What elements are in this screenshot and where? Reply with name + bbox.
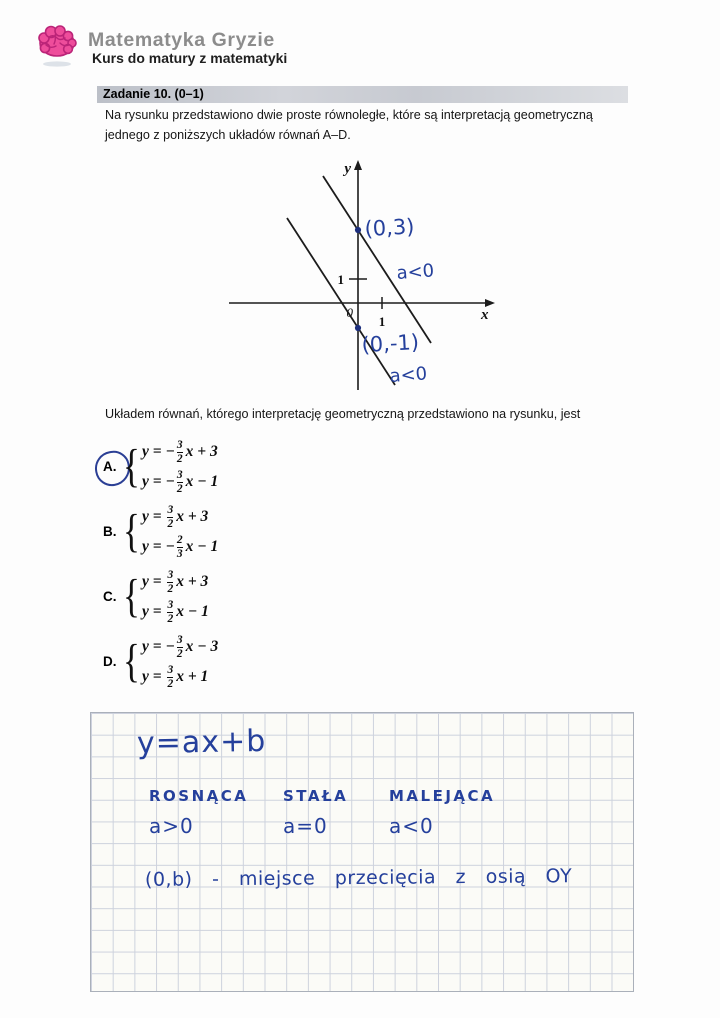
option-a-equation-1: y = − $\frac{3}{2}$ x + 3: [142, 438, 218, 465]
x-tick-label: 1: [378, 314, 386, 329]
question-text: Układem równań, którego interpretację geometryczną przedstawiono na rysunku, jest: [105, 407, 581, 421]
option-c-equation-2: y = $\frac{3}{2}$ x − 1: [142, 598, 209, 625]
point-0-3-dot: [355, 227, 361, 233]
x-axis-label: x: [481, 307, 489, 323]
note-constant-title: STAŁA: [283, 787, 349, 805]
note-column-constant: [283, 787, 348, 838]
y-axis-label: y: [344, 161, 351, 177]
annotation-slope-upper: a<0: [395, 260, 435, 284]
system-brace: {: [123, 505, 140, 558]
brand-title: Matematyka Gryzie: [88, 29, 275, 51]
note-intercept: (0,b) - miejsce przecięcia z osią OY: [144, 865, 573, 891]
option-c-label: C.: [103, 589, 117, 604]
system-brace: {: [123, 440, 140, 493]
note-decreasing-condition: a<0: [389, 814, 434, 838]
note-increasing-condition: a>0: [149, 814, 194, 838]
y-axis-arrow-icon: [354, 160, 362, 170]
note-column-increasing: [149, 787, 248, 838]
option-d-equation-2: y = $\frac{3}{2}$ x + 1: [142, 663, 209, 690]
task-description-line2: jednego z poniższych układów równań A–D.: [105, 128, 351, 142]
option-b-label: B.: [103, 524, 117, 539]
brand-tagline: Kurs do matury z matematyki: [92, 50, 288, 66]
task-header-bar: [97, 86, 628, 103]
note-increasing-title: ROSNĄCA: [149, 787, 249, 805]
graph-paper-notes: [90, 712, 634, 992]
answer-option-b: [100, 502, 320, 564]
answer-option-a: [100, 437, 320, 499]
answer-option-c: [100, 567, 320, 629]
x-axis-arrow-icon: [485, 299, 495, 307]
option-d-label: D.: [103, 654, 117, 669]
point-0-neg1-dot: [355, 325, 361, 331]
answer-option-d: [100, 632, 320, 694]
annotation-slope-lower: a<0: [388, 363, 428, 387]
note-linear-formula: y=ax+b: [136, 723, 267, 762]
note-decreasing-title: MALEJĄCA: [389, 787, 496, 805]
option-b-equation-1: y = $\frac{3}{2}$ x + 3: [142, 503, 209, 530]
annotation-point-upper: (0,3): [364, 214, 415, 241]
note-column-decreasing: [389, 787, 495, 838]
option-a-label: A.: [103, 459, 117, 474]
option-b-equation-2: y = − $\frac{2}{3}$ x − 1: [142, 533, 219, 560]
brain-logo-icon: [33, 21, 81, 69]
task-title: Zadanie 10. (0–1): [103, 87, 204, 101]
parallel-lines-figure: [225, 158, 495, 404]
task-description-line1: Na rysunku przedstawiono dwie proste równoległe, które są interpretacją geometryczną: [105, 108, 593, 122]
option-c-equation-1: y = $\frac{3}{2}$ x + 3: [142, 568, 209, 595]
origin-label: 0: [346, 305, 353, 320]
line-upper: [323, 176, 431, 343]
line-lower: [287, 218, 395, 385]
system-brace: {: [123, 635, 140, 688]
option-a-equation-2: y = − $\frac{3}{2}$ x − 1: [142, 468, 219, 495]
system-brace: {: [123, 570, 140, 623]
option-d-equation-1: y = − $\frac{3}{2}$ x − 3: [142, 633, 219, 660]
note-constant-condition: a=0: [283, 814, 328, 838]
y-tick-label: 1: [337, 272, 344, 287]
annotation-point-lower: (0,-1): [361, 330, 420, 357]
